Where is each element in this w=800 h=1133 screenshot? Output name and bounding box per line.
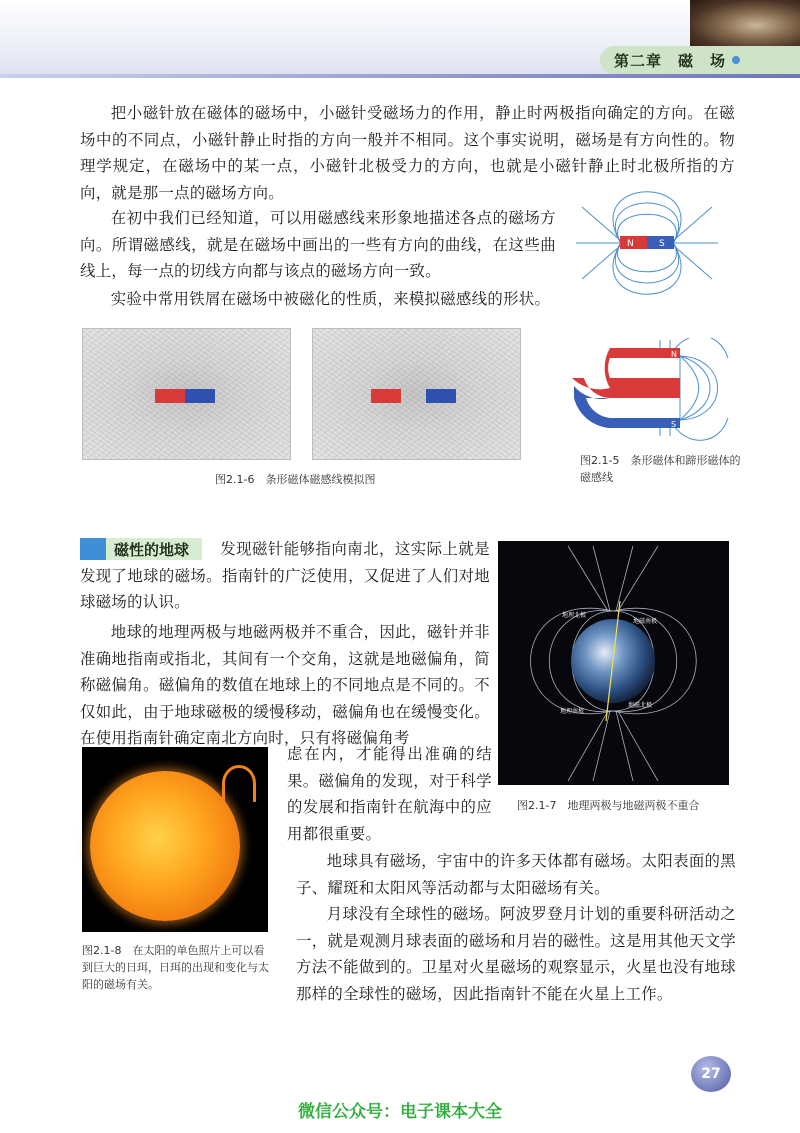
caption-2-1-5: 图2.1-5 条形磁体和蹄形磁体的磁感线 (580, 454, 741, 484)
section-title: 磁性的地球 (114, 540, 190, 559)
paragraph-3: 实验中常用铁屑在磁场中被磁化的性质，来模拟磁感线的形状。 (110, 290, 551, 308)
bullet-icon (732, 56, 740, 64)
paragraph-1: 把小磁针放在磁体的磁场中，小磁针受磁场力的作用，静止时两极指向确定的方向。在磁场中的不同点，小磁针静止时指的方向一般并不相同。这个事实说明，磁场是有方向性的。物理学规定，在磁场中的某一点，小磁针北极受力的方向，也就是小磁针静止时北极所指的方向，就是那一点的磁场方向。 (80, 104, 735, 202)
caption-2-1-6: 图2.1-6 条形磁体磁感线模拟图 (215, 473, 376, 486)
paragraph-5-continued: 虑在内，才能得出准确的结果。磁偏角的发现，对于科学的发展和指南针在航海中的应用都很重要。 (287, 745, 492, 843)
label-mag-south: 地磁南极 (633, 618, 658, 625)
label-geo-north: 地理北极 (562, 612, 587, 619)
u-label-s: S (671, 420, 677, 429)
header-photo (690, 0, 800, 46)
watermark-text: 微信公众号：电子课本大全 (298, 1102, 502, 1122)
u-label-n: N (671, 350, 677, 359)
label-mag-north: 地磁北极 (628, 702, 653, 709)
chapter-title: 第二章 磁 场 (614, 51, 727, 70)
bar-magnet-field-diagram (572, 185, 722, 301)
magnet-blue (426, 389, 456, 403)
label-geo-south: 地理南极 (560, 708, 585, 715)
sun-photo (82, 747, 268, 932)
caption-2-1-7: 图2.1-7 地理两极与地磁两极不重合 (517, 799, 700, 812)
iron-filings-photo-1 (82, 328, 291, 460)
magnet-blue (185, 389, 215, 403)
paragraph-7: 月球没有全球性的磁场。阿波罗登月计划的重要科研活动之一，就是观测月球表面的磁场和月岩的磁性。这是用其他天文学方法不能做到的。卫星对火星磁场的观察显示，火星也没有地球那样的全球性的磁场，因此指南针不能在火星上工作。 (296, 905, 736, 1003)
caption-2-1-8: 图2.1-8 在太阳的单色照片上可以看到巨大的日珥，日珥的出现和变化与太阳的磁场有关。 (82, 944, 269, 991)
label-s: S (659, 239, 665, 249)
prominence (222, 765, 256, 802)
header-divider (0, 74, 800, 78)
page-number: 27 (691, 1056, 731, 1092)
magnet-red (155, 389, 185, 403)
paragraph-2: 在初中我们已经知道，可以用磁感线来形象地描述各点的磁场方向。所谓磁感线，就是在磁场中画出的一些有方向的曲线，在这些曲线上，每一点的切线方向都与该点的磁场方向一致。 (80, 209, 556, 280)
iron-filings-photo-2 (312, 328, 521, 460)
magnet-red (371, 389, 401, 403)
sun-disc (90, 771, 240, 921)
paragraph-6: 地球具有磁场，宇宙中的许多天体都有磁场。太阳表面的黑子、耀斑和太阳风等活动都与太阳磁场有关。 (296, 852, 736, 897)
u-magnet-field-diagram (570, 338, 730, 448)
paragraph-4 (80, 536, 490, 616)
chapter-tab (600, 46, 800, 74)
earth-magnetic-field-photo (498, 541, 729, 785)
paragraph-5: 地球的地理两极与地磁两极并不重合，因此，磁针并非准确地指南或指北，其间有一个交角，这就是地磁偏角，简称磁偏角。磁偏角的数值在地球上的不同地点是不同的。不仅如此，由于地球磁极的缓慢移动，磁偏角也在缓慢变化。在使用指南针确定南北方向时，只有将磁偏角考 (80, 623, 490, 747)
label-n: N (627, 239, 634, 249)
paragraph-4-text: 发现磁针能够指向南北，这实际上就是发现了地球的磁场。指南针的广泛使用，又促进了人们对地球磁场的认识。 (80, 540, 490, 611)
